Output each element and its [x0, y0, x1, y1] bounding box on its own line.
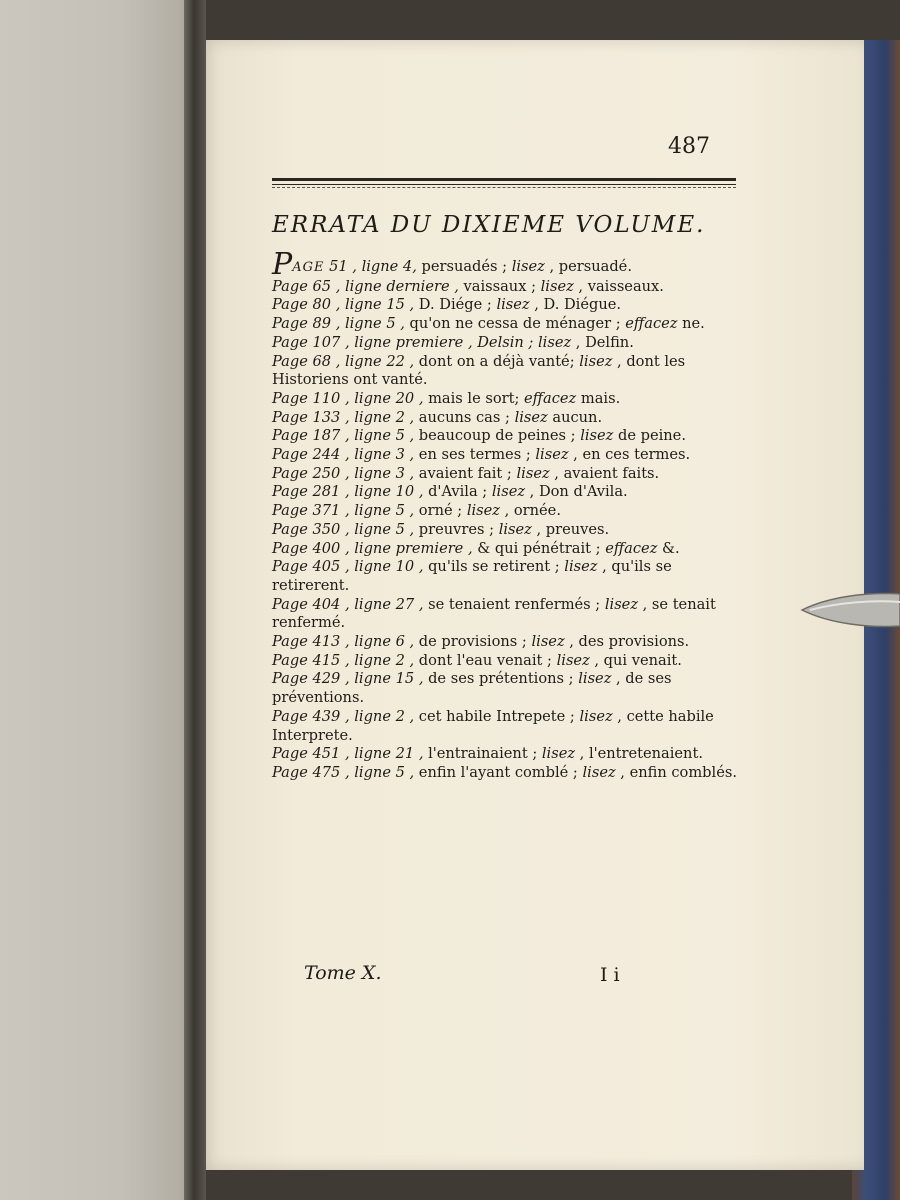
entry-text: d'Avila ;	[423, 483, 492, 501]
entry-ref: Page 404 , ligne 27 ,	[272, 595, 424, 613]
entry-ref: Page 89 , ligne 5 ,	[272, 315, 405, 333]
header-rule-dashed	[272, 187, 736, 188]
entry-correction: , en ces termes.	[568, 446, 691, 464]
errata-entry	[272, 540, 742, 559]
errata-entry	[272, 633, 742, 652]
entry-instruction: effacez	[625, 315, 678, 333]
entry-correction: , qui venait.	[589, 651, 682, 669]
errata-heading: ERRATA DU DIXIEME VOLUME.	[272, 212, 706, 238]
entry-correction: ne.	[677, 315, 705, 333]
entry-text: dont on a déjà vanté;	[414, 352, 580, 370]
errata-entry	[272, 427, 742, 446]
errata-entry	[272, 670, 742, 707]
entry-correction: , enfin comblés.	[615, 763, 737, 781]
facing-page-left	[0, 0, 200, 1200]
errata-entry	[272, 446, 742, 465]
errata-entry	[272, 296, 742, 315]
entry-instruction: lisez	[491, 483, 526, 501]
errata-entry	[272, 315, 742, 334]
entry-instruction: lisez	[516, 464, 550, 482]
errata-entry	[272, 483, 742, 502]
entry-text: persuadés ;	[416, 258, 512, 275]
entry-text: cet habile Intrepete ;	[414, 707, 580, 725]
entry-text: de ses prétentions ;	[423, 670, 579, 688]
entry-text: dont l'eau venait ;	[414, 651, 557, 669]
entry-ref: Page 281 , ligne 10 ,	[272, 483, 424, 501]
entry-text: qu'on ne cessa de ménager ;	[404, 315, 626, 333]
errata-entry	[272, 502, 742, 521]
entry-ref: Page 187 , ligne 5 ,	[272, 427, 415, 445]
entry-correction: , D. Diégue.	[529, 296, 622, 314]
entry-text: qu'ils se retirent ;	[423, 558, 565, 576]
entry-ref: Page 80 , ligne 15 ,	[272, 296, 415, 314]
entry-instruction: lisez	[535, 446, 569, 464]
entry-instruction: lisez	[531, 633, 565, 651]
entry-instruction: lisez	[582, 763, 616, 781]
entry-correction: , vaisseaux.	[573, 277, 664, 295]
entry-ref: Page 429 , ligne 15 ,	[272, 670, 424, 688]
header-rule-thick	[272, 178, 736, 181]
errata-entry	[272, 334, 742, 353]
entry-instruction: lisez	[466, 502, 500, 520]
entry-instruction: lisez	[538, 333, 572, 351]
entry-correction: , l'entretenaient.	[575, 745, 703, 763]
errata-entry	[272, 390, 742, 409]
entry-text: enfin l'ayant comblé ;	[414, 763, 583, 781]
entry-correction: aucun.	[547, 408, 603, 426]
drop-cap: P	[272, 247, 293, 282]
errata-entry	[272, 745, 742, 764]
entry-text: l'entrainaient ;	[423, 745, 542, 763]
errata-entry	[272, 652, 742, 671]
entry-instruction: lisez	[514, 408, 548, 426]
entry-instruction: lisez	[578, 670, 612, 688]
entry-correction: , se tenait renfermé.	[272, 595, 716, 632]
errata-entry	[272, 521, 742, 540]
entry-correction: , Delfin.	[571, 333, 634, 351]
entry-instruction: lisez	[511, 258, 545, 275]
entry-ref: Page 371 , ligne 5 ,	[272, 502, 415, 520]
bookmark-clasp-icon	[800, 588, 900, 632]
entry-instruction: lisez	[604, 595, 639, 613]
entry-correction: , qu'ils se retirerent.	[272, 558, 672, 594]
entry-ref: Page 244 , ligne 3 ,	[272, 446, 415, 464]
entry-text: en ses termes ;	[414, 446, 536, 464]
entry-text: & qui pénétrait ;	[472, 539, 606, 557]
errata-entry	[272, 558, 742, 595]
errata-entry	[272, 764, 742, 783]
signature-tome: Tome X.	[304, 962, 382, 984]
entry-correction: , dont les Historiens ont vanté.	[272, 352, 686, 389]
errata-entry	[272, 353, 742, 390]
errata-list	[272, 247, 742, 783]
entry-instruction: lisez	[496, 296, 530, 314]
signature-mark: I i	[600, 964, 620, 986]
entry-text: preuvres ;	[414, 520, 499, 538]
entry-ref: Page 68 , ligne 22 ,	[272, 352, 415, 370]
entry-instruction: effacez	[605, 539, 658, 557]
entry-instruction: lisez	[580, 427, 614, 445]
entry-text: se tenaient renfermés ;	[423, 595, 605, 613]
page-number: 487	[668, 134, 710, 159]
book-gutter	[184, 0, 206, 1200]
entry-instruction: effacez	[524, 389, 577, 407]
book-page	[200, 40, 864, 1170]
entry-correction: , persuadé.	[544, 258, 632, 275]
entry-instruction: lisez	[541, 745, 576, 763]
entry-ref: Page 250 , ligne 3 ,	[272, 464, 415, 482]
entry-correction: de peine.	[613, 427, 686, 445]
errata-entries	[272, 278, 742, 783]
errata-entry	[272, 247, 742, 282]
entry-correction: , de ses préventions.	[272, 670, 672, 707]
entry-correction: mais.	[576, 389, 621, 407]
entry-ref: Page 475 , ligne 5 ,	[272, 763, 415, 781]
entry-instruction: lisez	[564, 558, 598, 576]
entry-instruction: lisez	[579, 352, 613, 370]
entry-correction: , ornée.	[499, 502, 561, 520]
header-rule-thin	[272, 184, 736, 185]
entry-ref: Page 439 , ligne 2 ,	[272, 707, 415, 725]
entry-text: beaucoup de peines ;	[414, 427, 581, 445]
entry-correction: , Don d'Avila.	[525, 483, 628, 501]
entry-ref: Page 451 , ligne 21 ,	[272, 745, 424, 763]
entry-correction: , des provisions.	[564, 633, 690, 651]
entry-correction: , cette habile Interprete.	[272, 707, 714, 744]
entry-correction: , avaient faits.	[549, 464, 660, 482]
entry-text: de provisions ;	[414, 633, 532, 651]
entry-ref: 51 , ligne 4,	[324, 258, 417, 275]
entry-correction: , preuves.	[531, 520, 610, 538]
entry-text: avaient fait ;	[414, 464, 517, 482]
errata-entry	[272, 409, 742, 428]
entry-text: vaissaux ;	[458, 277, 541, 295]
entry-text: orné ;	[414, 502, 467, 520]
entry-instruction: lisez	[540, 277, 574, 295]
entry-instruction: lisez	[556, 651, 590, 669]
errata-entry	[272, 596, 742, 633]
entry-ref: Page 110 , ligne 20 ,	[272, 389, 424, 407]
entry-ref: Page 413 , ligne 6 ,	[272, 633, 415, 651]
entry-text: aucuns cas ;	[414, 408, 515, 426]
entry-ref: Page 107 , ligne premiere , Delsin ;	[272, 333, 534, 351]
entry-ref: Page 405 , ligne 10 ,	[272, 558, 424, 576]
entry-ref-caps: AGE	[292, 260, 325, 275]
entry-text: D. Diége ;	[414, 296, 497, 314]
entry-correction: &.	[657, 539, 680, 557]
entry-ref: Page 400 , ligne premiere ,	[272, 539, 473, 557]
errata-entry	[272, 708, 742, 745]
errata-entry	[272, 278, 742, 297]
entry-text: mais le sort;	[423, 389, 525, 407]
entry-instruction: lisez	[498, 520, 532, 538]
entry-ref: Page 65 , ligne derniere ,	[272, 277, 459, 295]
entry-ref: Page 415 , ligne 2 ,	[272, 651, 415, 669]
entry-instruction: lisez	[579, 707, 613, 725]
entry-ref: Page 350 , ligne 5 ,	[272, 520, 415, 538]
entry-ref: Page 133 , ligne 2 ,	[272, 408, 415, 426]
errata-entry	[272, 465, 742, 484]
